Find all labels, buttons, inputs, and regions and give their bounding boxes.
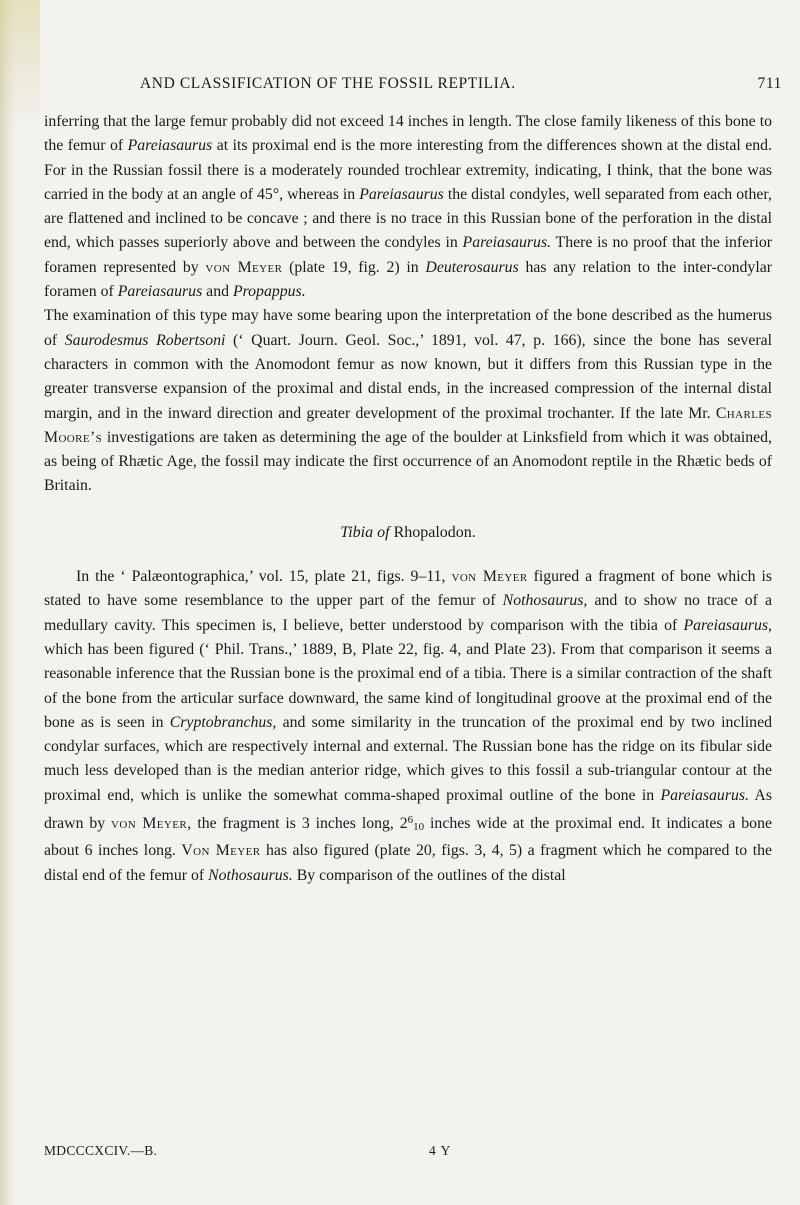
page-edge-shadow xyxy=(0,0,16,1205)
body-text xyxy=(44,110,772,888)
page-stain xyxy=(0,0,40,130)
page-number: 711 xyxy=(757,75,782,92)
running-head-title: AND CLASSIFICATION OF THE FOSSIL REPTILIA. xyxy=(140,75,516,92)
section-heading: Tibia of Rhopalodon. xyxy=(340,523,476,541)
paragraph-tibia: In the ‘ Palæontographica,’ vol. 15, plate 21, figs. 9–11, von Meyer figured a fragment of bone which is stated to have some resemblance to the upper part of the femur of Nothosaurus, and to show no trace of a medullary cavity. This specimen is, I believe, better understood by comparison with the tibia of Pareiasaurus, which has been figured (‘ Phil. Trans.,’ 1889, B, Plate 22, fig. 4, and Plate 23). From that comparison it seems a reasonable inference that the Russian bone is the proximal end of a tibia. There is a similar contraction of the shaft of the bone from the articular surface downward, the same kind of longitudinal groove at the proximal end of the bone as is seen in Cryptobranchus, and some similarity in the truncation of the proximal end by two inclined condylar surfaces, which are respectively internal and external. The Russian bone has the ridge on its fibular side much less developed than is the median anterior ridge, which gives to this fossil a sub-triangular contour at the proximal end, which is unlike the somewhat comma-shaped proximal outline of the bone in Pareiasaurus. As drawn by von Meyer, the fragment is 3 inches long, $2^610$ inches wide at the proximal end. It indicates a bone about 6 inches long. Von Meyer has also figured (plate 20, figs. 3, 4, 5) a fragment which he compared to the distal end of the femur of Nothosaurus. By comparison of the outlines of the distal xyxy=(44,568,772,884)
gathering-mark: 4 Y xyxy=(429,1143,452,1158)
signature-mark: MDCCCXCIV.—B. xyxy=(44,1143,158,1158)
fraction-width: $2^610$ xyxy=(399,814,425,834)
paragraph-saurodesmus: The examination of this type may have some bearing upon the interpretation of the bone described as the humerus of Saurodesmus Robertsoni (‘ Quart. Journ. Geol. Soc.,’ 1891, vol. 47, p. 166), since the bone has several characters in common with the Anomodont femur as now known, but it differs from this Russian type in the greater transverse expansion of the proximal and distal ends, in the increased compression of the internal distal margin, and in the inward direction and greater development of the proximal trochanter. If the late Mr. Charles Moore’s investigations are taken as determining the age of the boulder at Linksfield from which it was obtained, as being of Rhætic Age, the fossil may indicate the first occurrence of an Anomodont reptile in the Rhætic beds of Britain. xyxy=(44,307,772,495)
paragraph-femur: inferring that the large femur probably did not exceed 14 inches in length. The close family likeness of this bone to the femur of Pareiasaurus at its proximal end is the more interesting from the differences shown at the distal end. For in the Russian fossil there is a moderately rounded trochlear extremity, indicating, I think, that the bone was carried in the body at an angle of 45°, whereas in Pareiasaurus the distal condyles, well separated from each other, are flattened and inclined to be concave ; and there is no trace in this Russian bone of the perforation in the distal end, which passes superiorly above and between the condyles in Pareiasaurus. There is no proof that the inferior foramen represented by von Meyer (plate 19, fig. 2) in Deuterosaurus has any relation to the inter-condylar foramen of Pareiasaurus and Propappus. xyxy=(44,113,773,301)
